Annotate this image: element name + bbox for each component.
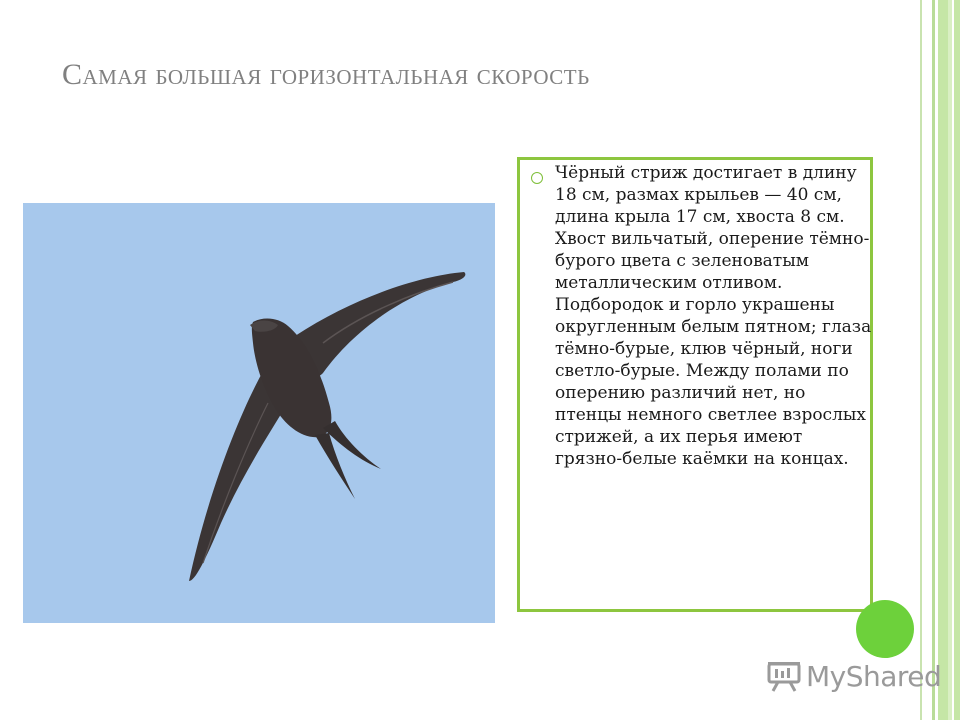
description-box — [517, 157, 873, 612]
decorative-side-stripes — [918, 0, 960, 720]
myshared-logo — [766, 656, 941, 696]
swift-bird-image — [23, 203, 495, 623]
slide-title: Самая большая горизонтальная скорость — [62, 58, 590, 91]
projector-logo-icon — [766, 659, 802, 693]
circle-bullet-icon — [531, 172, 543, 184]
decorative-green-circle — [856, 600, 914, 658]
logo-text: MyShared — [806, 659, 942, 693]
description-text: Чёрный стриж достигает в длину 18 см, размах крыльев — 40 см, длина крыла 17 см, хвоста 8 см. Хвост вильчатый, оперение тёмно-бурого цвета с зеленоватым металлическим отливом. Подбородок и горло украшены округленным белым пятном; глаза тёмно-бурые, клюв чёрный, ноги светло-бурые. Между полами по оперению различий нет, но птенцы немного светлее взрослых стрижей, а их перья имеют грязно-белые каёмки на концах. — [555, 163, 872, 469]
swift-photo — [23, 203, 495, 623]
